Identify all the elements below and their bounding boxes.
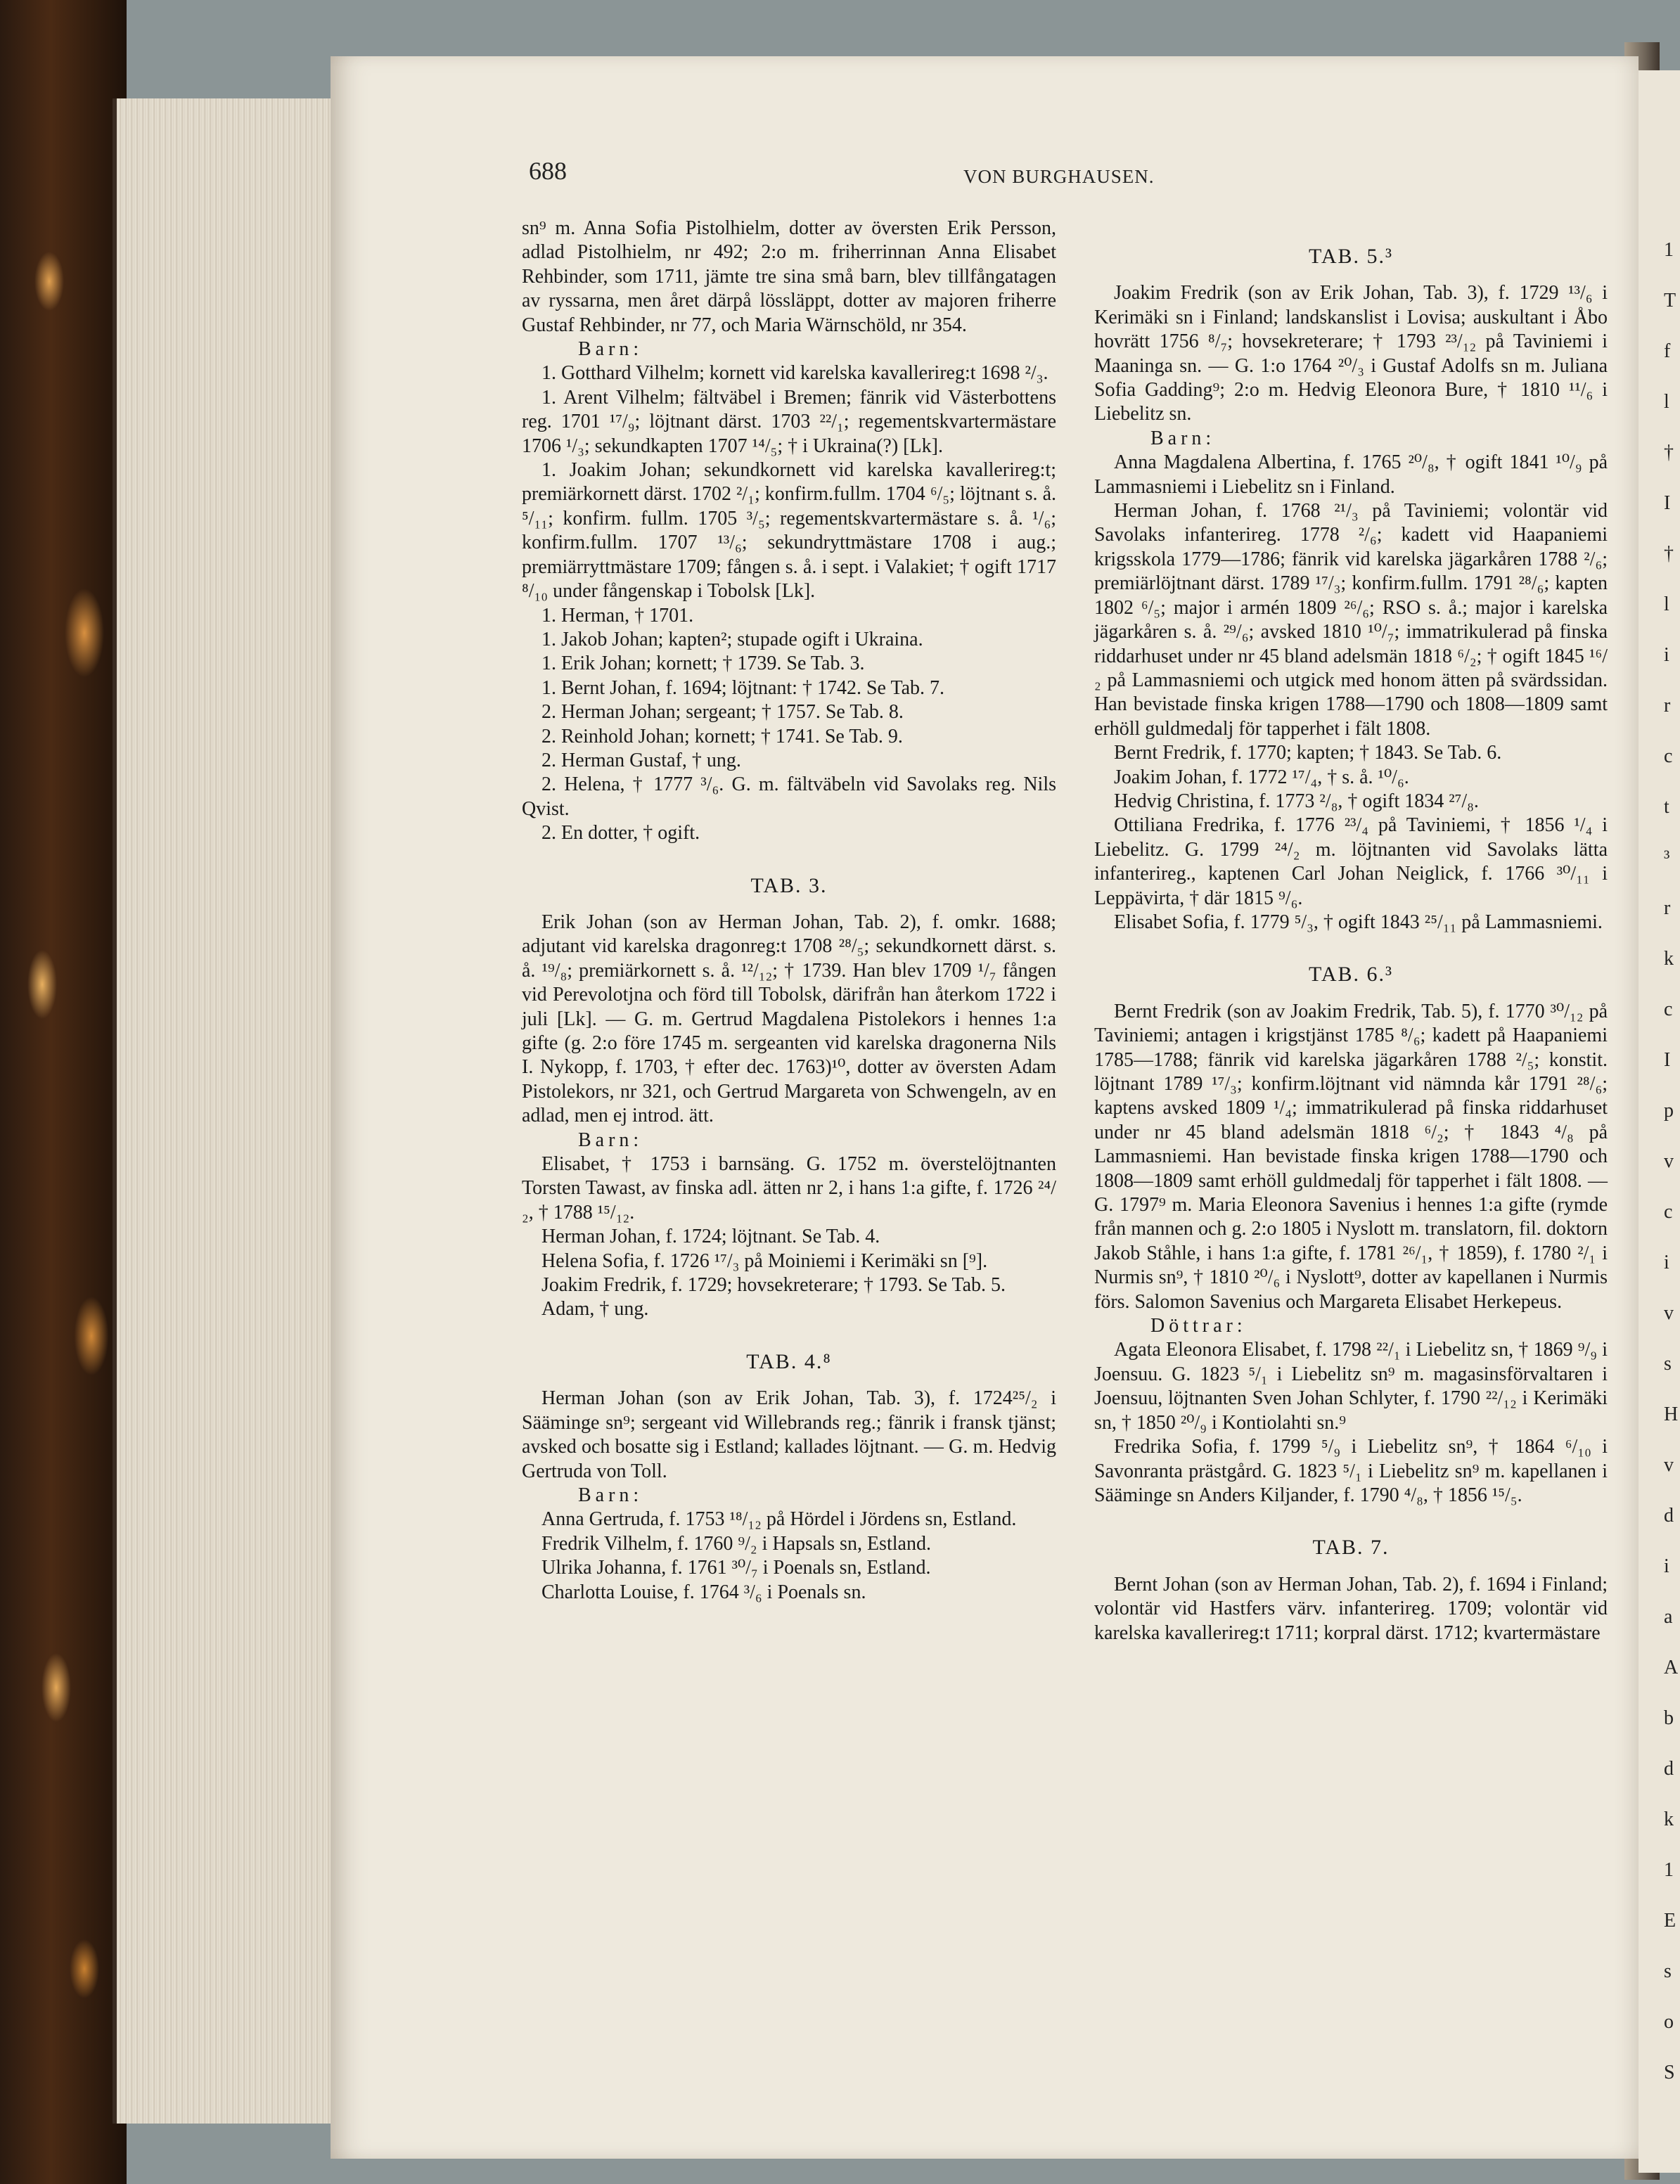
facing-page-fragment: s [1664, 1353, 1672, 1375]
paragraph: Helena Sofia, f. 1726 ¹⁷/₃ på Moiniemi i Kerimäki sn [⁹]. [541, 1250, 988, 1272]
facing-page-fragment: i [1664, 1252, 1669, 1273]
paragraph: Bernt Johan (son av Herman Johan, Tab. 2), f. 1694 i Finland; volontär vid Hastfers värv. infanterireg. 1709; volontär vid karelska kavallerireg:t 1711; korpral därst. 1712; kvartermästare [1094, 1573, 1608, 1644]
paragraph: Joakim Fredrik, f. 1729; hovsekreterare; † 1793. Se Tab. 5. [541, 1274, 1006, 1297]
table-heading: TAB. 5.³ [1308, 245, 1394, 268]
paragraph: Joakim Fredrik (son av Erik Johan, Tab. 3), f. 1729 ¹³/₆ i Kerimäki sn i Finland; landskanslist i Lovisa; auskultant i Åbo hovrätt 1756 ⁸/₇; hovsekreterare; † 1793 ²³/₁₂ på Taviniemi i Maaninga sn. — G. 1:o 1764 ²⁰/₃ i Gustaf Adolfs sn m. Juliana Sofia Gadding⁹; 2:o m. Hedvig Eleonora Bure, † 1810 ¹¹/₆ i Liebelitz sn. [1094, 282, 1608, 425]
paragraph: Fredrika Sofia, f. 1799 ⁵/₉ i Liebelitz sn⁹, † 1864 ⁶/₁₀ i Savonranta prästgård. G. 1823 ⁵/₁ i Liebelitz sn⁹ m. kapellanen i Sääminge sn Anders Kiljander, f. 1790 ⁴/₈, † 1856 ¹⁵/₅. [1094, 1436, 1608, 1506]
facing-page-fragment: † [1664, 442, 1674, 463]
paragraph: Agata Eleonora Elisabet, f. 1798 ²²/₁ i Liebelitz sn, † 1869 ⁹/₉ i Joensuu. G. 1823 ⁵/₁ i Liebelitz sn⁹ m. magasinsförvaltaren i Joensuu, löjtnanten Sven Johan Schlyter, f. 1790 ²²/₁₂ i Kerimäki sn, † 1850 ²⁰/₉ i Kontiolahti sn.⁹ [1094, 1339, 1608, 1434]
paragraph: Charlotta Louise, f. 1764 ³/₆ i Poenals sn. [541, 1581, 866, 1603]
paragraph: Ulrika Johanna, f. 1761 ³⁰/₇ i Poenals sn, Estland. [541, 1557, 931, 1579]
facing-page-fragment: † [1664, 543, 1674, 565]
facing-page-fragment: i [1664, 644, 1669, 666]
facing-page-fragment: a [1664, 1606, 1673, 1628]
section-label: Barn: [578, 338, 643, 361]
paragraph: 2. En dotter, † ogift. [541, 822, 700, 844]
facing-page-fragment: l [1664, 593, 1669, 615]
paragraph: 1. Joakim Johan; sekundkornett vid karelska kavallerireg:t; premiärkornett därst. 1702 ²/₁; konfirm.fullm. 1704 ⁶/₅; löjtnant s. å. ⁵/₁₁; konfirm. fullm. 1705 ³/₅; regementskvartermästare s. å. ¹/₆; konfirm.fullm. 1707 ¹³/₆; sekundryttmästare 1708 i aug.; premiärryttmästare 1709; fången s. å. i sept. i Valakiet; † ogift 1717 ⁸/₁₀ under fångenskap i Tobolsk [Lk]. [522, 459, 1056, 603]
left-text-column [522, 217, 1056, 1605]
book-binding [0, 0, 127, 2184]
paragraph: 2. Helena, † 1777 ³/₆. G. m. fältväbeln vid Savolaks reg. Nils Qvist. [522, 773, 1056, 820]
facing-page-fragment: 1 [1664, 239, 1674, 261]
paragraph: Herman Johan, f. 1768 ²¹/₃ på Taviniemi; volontär vid Savolaks infanterireg. 1778 ²/₆; kadett vid Haapaniemi krigsskola 1779—1786; fänrik vid karelska jägarkåren 1788 ²/₆; premiärlöjtnant därst. 1789 ¹⁷/₃; konfirm.fullm. 1791 ²⁸/₆; kapten 1802 ⁶/₅; major i armén 1809 ²⁶/₆; RSO s. å.; major i karelska jägarkåren s. å. ²⁹/₆; avsked 1810 ¹⁰/₇; immatrikulerad på finska riddarhuset under nr 45 bland adelsmän 1818 ⁶/₂; † ogift 1845 ¹⁶/₂ på Lammasniemi och utgick med honom ätten på svärdssidan. Han bevistade finska krigen 1788—1790 och 1808—1809 samt erhöll guldmedalj för tapperhet i fält 1808. [1094, 500, 1608, 740]
facing-page-fragment: 1 [1664, 1859, 1674, 1881]
page-edges [113, 98, 342, 2124]
paragraph: 2. Reinhold Johan; kornett; † 1741. Se Tab. 9. [541, 725, 903, 747]
facing-page-fragment: c [1664, 998, 1673, 1020]
facing-page-fragment: H [1664, 1403, 1679, 1425]
paragraph: Fredrik Vilhelm, f. 1760 ⁹/₂ i Hapsals sn, Estland. [541, 1532, 931, 1555]
facing-page-fragment: d [1664, 1758, 1674, 1780]
facing-page-fragment: k [1664, 948, 1674, 970]
table-heading: TAB. 7. [1312, 1536, 1390, 1560]
table-heading: TAB. 3. [750, 873, 828, 897]
paragraph: Anna Gertruda, f. 1753 ¹⁸/₁₂ på Hördel i Jördens sn, Estland. [541, 1508, 1017, 1531]
facing-page-fragment: c [1664, 745, 1673, 767]
paragraph: Bernt Fredrik, f. 1770; kapten; † 1843. Se Tab. 6. [1114, 742, 1502, 764]
facing-page-fragment: v [1664, 1302, 1674, 1324]
facing-page-fragment: ³ [1664, 847, 1670, 868]
facing-page-fragment: v [1664, 1150, 1674, 1172]
facing-page-fragment: i [1664, 1555, 1669, 1577]
section-label: Barn: [578, 1484, 643, 1506]
facing-page-fragment: k [1664, 1809, 1674, 1830]
paragraph: Joakim Johan, f. 1772 ¹⁷/₄, † s. å. ¹⁰/₆. [1114, 766, 1409, 788]
facing-page-fragment: I [1664, 1049, 1671, 1071]
section-label: Barn: [1150, 427, 1216, 449]
paragraph: 1. Jakob Johan; kapten²; stupade ogift i Ukraina. [541, 628, 923, 650]
facing-page-fragment: b [1664, 1707, 1674, 1729]
paragraph: Adam, † ung. [541, 1298, 649, 1321]
facing-page-fragment: o [1664, 2011, 1674, 2033]
paragraph: Herman Johan, f. 1724; löjtnant. Se Tab. 4. [541, 1226, 880, 1248]
table-heading: TAB. 4.⁸ [746, 1349, 832, 1373]
facing-page-fragment: T [1664, 290, 1676, 311]
paragraph: Elisabet Sofia, f. 1779 ⁵/₃, † ogift 1843 ²⁵/₁₁ på Lammasniemi. [1114, 911, 1603, 933]
facing-page-fragment: d [1664, 1505, 1674, 1527]
paragraph: 1. Bernt Johan, f. 1694; löjtnant: † 1742. Se Tab. 7. [541, 676, 945, 699]
facing-page-fragment: v [1664, 1454, 1674, 1476]
paragraph: Herman Johan (son av Erik Johan, Tab. 3), f. 1724²⁵/₂ i Sääminge sn⁹; sergeant vid Willebrands reg.; fänrik i fransk tjänst; avsked och bosatte sig i Estland; kallades löjtnant. — G. m. Hedvig Gertruda von Toll. [522, 1387, 1056, 1482]
facing-page-fragment: t [1664, 796, 1669, 818]
paragraph: Erik Johan (son av Herman Johan, Tab. 2), f. omkr. 1688; adjutant vid karelska dragonreg:t 1708 ²⁸/₅; sekundkornett därst. s. å. ¹⁹/₈; premiärkornett s. å. ¹²/₁₂; † 1739. Han blev 1709 ¹/₇ fången vid Perevolotjna och förd till Tobolsk, därifrån han återkom 1722 i juli [Lk]. — G. m. Gertrud Magdalena Pistolekors i hennes 1:a gifte (g. 2:o före 1745 m. sergeanten vid karelska dragonerna Nils I. Nykopp, f. 1703, † efter dec. 1763)¹⁰, dotter av översten Adam Pistolekors, nr 321, och Gertrud Margareta von Schwengeln, av en adlad, men ej introd. ätt. [522, 911, 1056, 1127]
page-number: 688 [529, 157, 567, 185]
right-text-column [1094, 217, 1608, 1645]
facing-page-fragment: s [1664, 1960, 1672, 1982]
facing-page-fragment: r [1664, 897, 1671, 919]
facing-page-fragment: I [1664, 492, 1671, 514]
paragraph: Anna Magdalena Albertina, f. 1765 ²⁰/₈, † ogift 1841 ¹⁰/₉ på Lammasniemi i Liebelitz sn i Finland. [1094, 451, 1608, 498]
facing-page-fragment: f [1664, 340, 1671, 362]
paragraph: 1. Gotthard Vilhelm; kornett vid karelska kavallerireg:t 1698 ²/₃. [541, 362, 1049, 385]
facing-page-fragment: A [1664, 1657, 1679, 1678]
paragraph: 1. Herman, † 1701. [541, 604, 694, 627]
section-label: Döttrar: [1150, 1315, 1247, 1337]
facing-page-fragment: p [1664, 1100, 1674, 1122]
paragraph: sn⁹ m. Anna Sofia Pistolhielm, dotter av översten Erik Persson, adlad Pistolhielm, nr 492; 2:o m. friherrinnan Anna Elisabet Rehbinder, som 1711, jämte tre sina små barn, blev tillfångatagen av ryssarna, men året därpå lössläppt, dotter av majoren friherre Gustaf Rehbinder, nr 77, och Maria Wärnschöld, nr 354. [522, 217, 1056, 336]
table-heading: TAB. 6.³ [1308, 963, 1394, 987]
paragraph: Elisabet, † 1753 i barnsäng. G. 1752 m. överstelöjtnanten Torsten Tawast, av finska adl. ätten nr 2, i hans 1:a gifte, f. 1726 ²⁴/₂, † 1788 ¹⁵/₁₂. [522, 1153, 1056, 1223]
paragraph: 1. Arent Vilhelm; fältväbel i Bremen; fänrik vid Västerbottens reg. 1701 ¹⁷/₉; löjtnant därst. 1703 ²²/₁; regementskvartermästare 1706 ¹/₃; sekundkapten 1707 ¹⁴/₅; † i Ukraina(?) [Lk]. [522, 386, 1056, 457]
facing-page-fragment: S [1664, 2062, 1675, 2083]
facing-page-fragment: r [1664, 695, 1671, 717]
paragraph: 2. Herman Gustaf, † ung. [541, 749, 741, 771]
paragraph: 1. Erik Johan; kornett; † 1739. Se Tab. 3. [541, 653, 865, 675]
paragraph: Bernt Fredrik (son av Joakim Fredrik, Tab. 5), f. 1770 ³⁰/₁₂ på Taviniemi; antagen i krigstjänst 1785 ⁸/₆; kadett på Haapaniemi 1785—1788; fänrik vid karelska jägarkåren 1788 ²/₅; konstit. löjtnant 1789 ¹⁷/₃; konfirm.löjtnant vid nämnda kår 1791 ²⁸/₆; kaptens avsked 1809 ¹/₄; immatrikulerad på finska riddarhuset under nr 45 bland adelsmän 1818 ⁶/₂; † 1843 ⁴/₈ på Lammasniemi. Han bevistade finska krigen 1788—1790 och 1808—1809 samt erhöll guldmedalj för tapperhet i fält 1808. — G. 1797⁹ m. Maria Eleonora Savenius i hennes 1:a gifte (rymde från mannen och g. 2:o 1805 i Nyslott m. translatorn, fil. doktorn Jakob Ståhle, i hans 1:a gifte, f. 1781 ²⁶/₁, † 1859), f. 1780 ²/₁ i Nurmis sn⁹, † 1810 ²⁰/₆ i Nyslott⁹, dotter av kapellanen i Nurmis förs. Salomon Savenius och Margareta Elisabet Herkepeus. [1094, 1000, 1608, 1313]
paragraph: 2. Herman Johan; sergeant; † 1757. Se Tab. 8. [541, 701, 904, 724]
running-title: VON BURGHAUSEN. [963, 166, 1155, 187]
facing-page-fragment: c [1664, 1201, 1673, 1223]
facing-page-fragment: E [1664, 1910, 1676, 1932]
facing-page-fragment: l [1664, 391, 1669, 413]
section-label: Barn: [578, 1129, 643, 1151]
paragraph: Ottiliana Fredrika, f. 1776 ²³/₄ på Taviniemi, † 1856 ¹/₄ i Liebelitz. G. 1799 ²⁴/₂ m. löjtnanten vid Savolaks lätta infanterireg., kaptenen Carl Johan Neiglick, f. 1766 ³⁰/₁₁ i Leppävirta, † där 1815 ⁹/₆. [1094, 814, 1608, 909]
paragraph: Hedvig Christina, f. 1773 ²/₈, † ogift 1834 ²⁷/₈. [1114, 790, 1479, 812]
facing-page [1639, 70, 1680, 2173]
